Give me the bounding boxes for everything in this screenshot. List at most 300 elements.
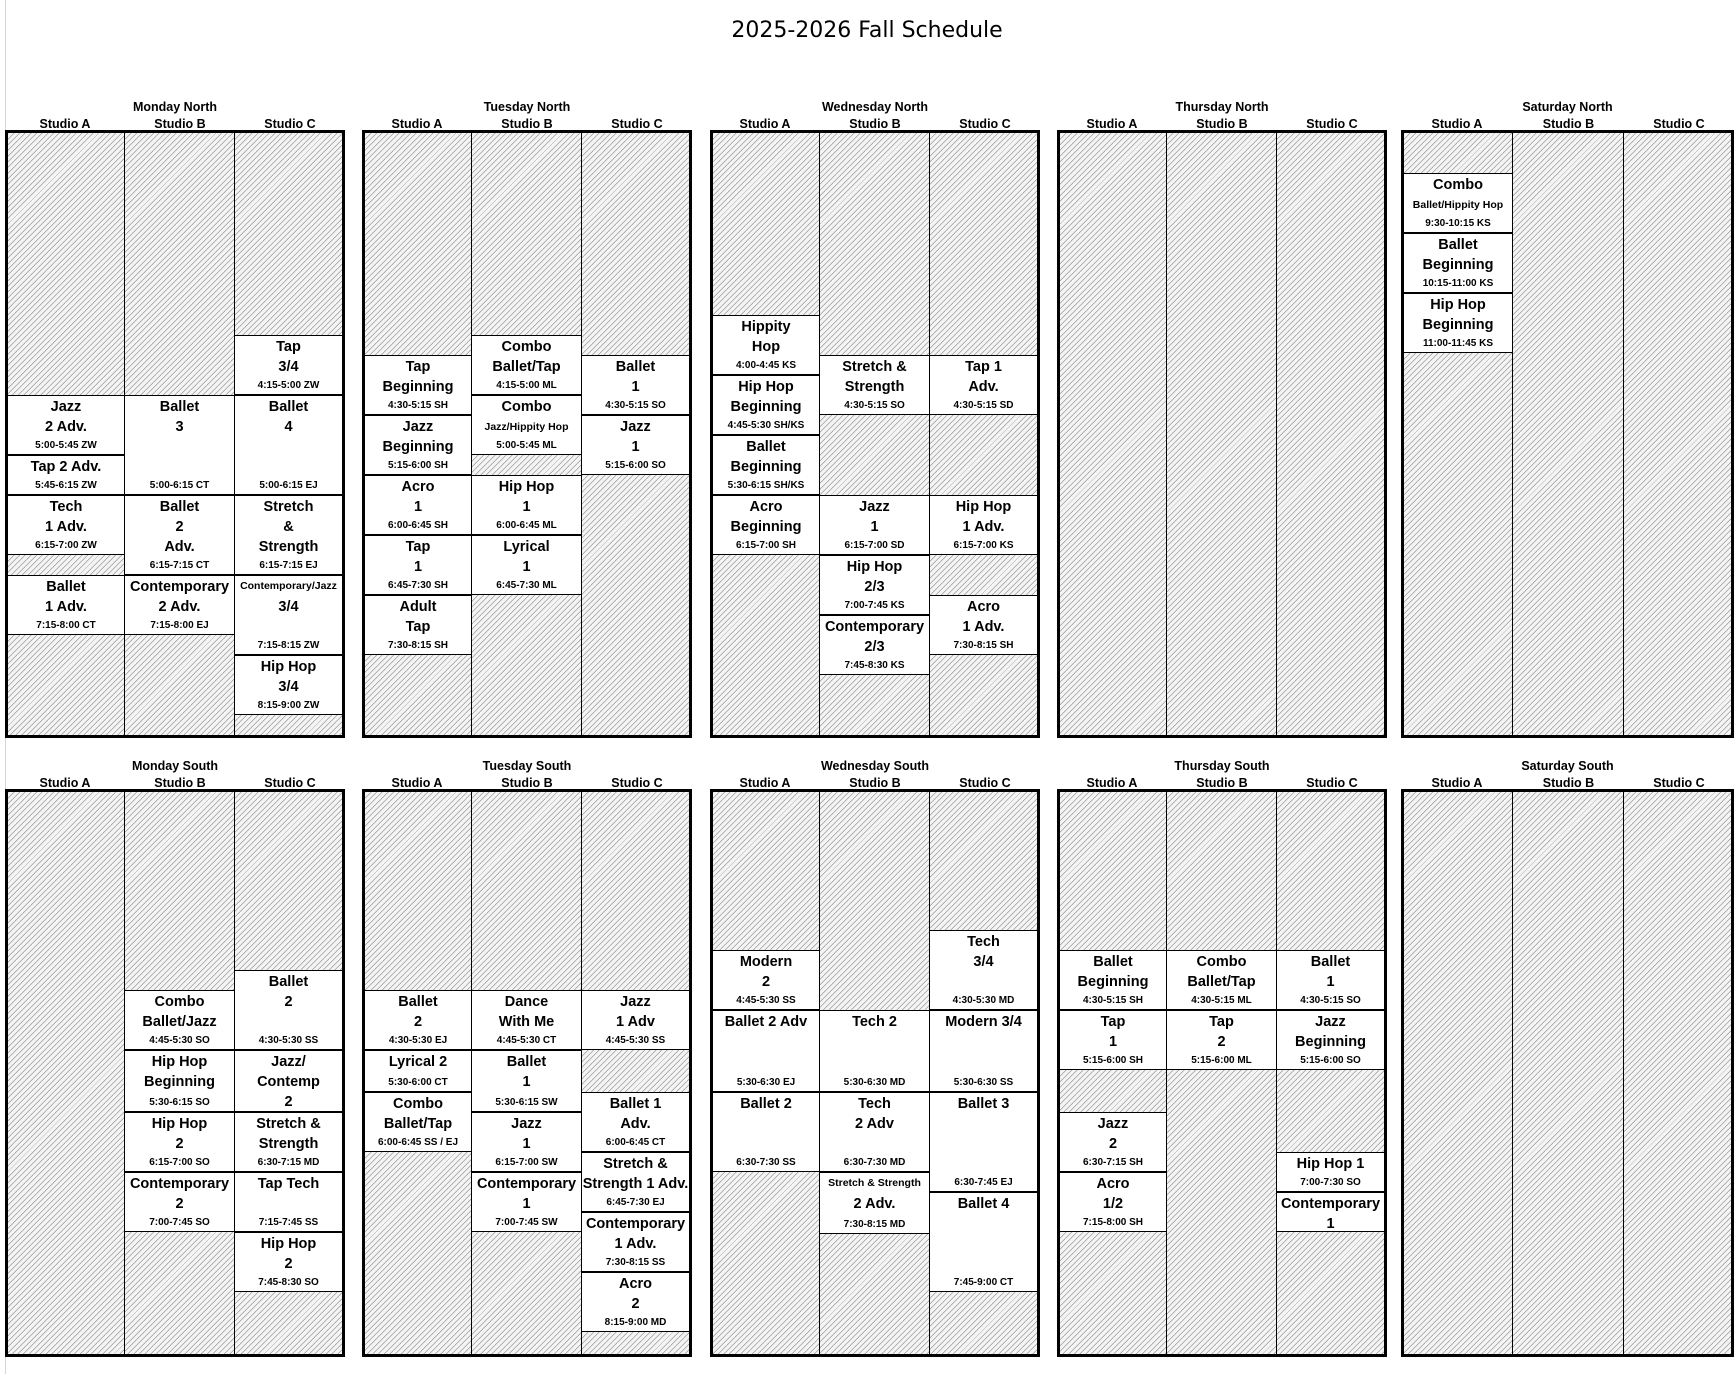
studio-heading: Studio A (1431, 117, 1483, 131)
day-heading: Monday North (132, 100, 218, 114)
class-name: Jazz 1 Adv (616, 994, 655, 1030)
class-cell[interactable] (713, 435, 819, 495)
studio-heading: Studio B (154, 117, 206, 131)
class-name: Contemporary 2 Adv. (129, 579, 230, 615)
class-cell[interactable] (8, 455, 124, 495)
studio-heading: Studio A (391, 117, 443, 131)
class-cell[interactable] (235, 655, 342, 715)
unavailable-slot (365, 655, 471, 735)
class-cell[interactable] (713, 950, 819, 1010)
class-name: Ballet Beginning (1077, 954, 1149, 990)
class-name: Acro Beginning (730, 499, 802, 535)
class-time: 4:45-5:30 SH/KS (727, 420, 805, 431)
class-time: 6:15-7:00 SH (735, 540, 797, 551)
class-time: 8:15-9:00 ZW (257, 700, 320, 711)
class-name: Tap 1 (405, 539, 431, 575)
class-name: Hip Hop Beginning (1422, 297, 1494, 333)
studio-column (1167, 133, 1277, 735)
studio-column (1624, 792, 1734, 1354)
studio-heading: Studio C (264, 776, 316, 790)
class-name: Hip Hop 1 (1296, 1156, 1365, 1172)
class-time: 6:15-7:00 SD (844, 540, 905, 551)
studio-heading: Studio B (849, 776, 901, 790)
class-cell[interactable] (365, 1092, 471, 1152)
unavailable-slot (930, 415, 1037, 495)
unavailable-slot (125, 792, 234, 990)
class-time: 4:30-5:30 EJ (388, 1035, 448, 1046)
class-cell[interactable] (930, 495, 1037, 555)
studio-column (125, 792, 235, 1354)
class-time: 6:30-7:15 SH (1082, 1157, 1144, 1168)
class-cell[interactable] (582, 990, 689, 1050)
class-cell[interactable] (1404, 173, 1512, 233)
class-cell[interactable] (1167, 950, 1276, 1010)
class-time: 5:00-5:45 ZW (35, 440, 97, 451)
class-cell[interactable] (125, 395, 234, 495)
class-name: Contemporary 2/3 (824, 619, 925, 655)
page-title: 2025-2026 Fall Schedule (731, 18, 1003, 43)
class-name: Hip Hop 3/4 (260, 659, 317, 695)
class-time: 5:00-6:15 EJ (259, 480, 318, 491)
class-time: 5:15-6:00 SO (1300, 1055, 1361, 1066)
class-name: Jazz/ Contemp 2 (257, 1054, 320, 1110)
unavailable-slot (472, 1232, 581, 1354)
unavailable-slot (582, 792, 689, 990)
unavailable-slot (930, 1292, 1037, 1354)
unavailable-slot (582, 1332, 689, 1354)
class-cell[interactable] (235, 335, 342, 395)
class-name: Hip Hop 2 (260, 1236, 317, 1272)
class-name: Combo Ballet/Jazz (142, 994, 217, 1030)
studio-heading: Studio B (849, 117, 901, 131)
studio-heading: Studio A (1086, 776, 1138, 790)
class-time: 7:00-7:30 SO (1300, 1177, 1361, 1188)
studio-heading: Studio B (1196, 117, 1248, 131)
class-time: 4:30-5:15 SO (1300, 995, 1361, 1006)
unavailable-slot (1167, 792, 1276, 950)
studio-column (1277, 792, 1387, 1354)
class-cell[interactable] (8, 495, 124, 555)
class-time: 7:15-8:00 SH (1082, 1217, 1144, 1228)
studio-heading: Studio C (1653, 776, 1705, 790)
day-heading: Saturday South (1521, 759, 1614, 773)
class-time: 10:15-11:00 KS (1422, 278, 1494, 289)
studio-column (1624, 133, 1734, 735)
class-time: 4:45-5:30 CT (496, 1035, 557, 1046)
class-time: 6:30-7:15 MD (257, 1157, 320, 1168)
class-time: 5:45-6:15 ZW (35, 480, 97, 491)
class-cell[interactable] (1060, 1010, 1166, 1070)
class-cell[interactable] (1060, 1112, 1166, 1172)
class-name: Hip Hop 2 (151, 1116, 208, 1152)
unavailable-slot (8, 555, 124, 575)
studio-column (1167, 792, 1277, 1354)
class-cell[interactable] (472, 1172, 581, 1232)
class-time: 5:30-6:30 SS (953, 1077, 1014, 1088)
unavailable-slot (8, 792, 124, 1354)
class-name: Combo Ballet/Tap (383, 1096, 453, 1132)
class-time: 5:15-6:00 SH (387, 460, 449, 471)
class-cell[interactable] (1277, 1192, 1384, 1232)
unavailable-slot (125, 1232, 234, 1354)
studio-column (125, 133, 235, 735)
class-cell[interactable] (1404, 233, 1512, 293)
studio-heading: Studio B (501, 776, 553, 790)
class-cell[interactable] (713, 315, 819, 375)
class-cell[interactable] (1404, 293, 1512, 353)
class-time: 6:30-7:45 EJ (954, 1177, 1013, 1188)
class-cell[interactable] (1060, 1172, 1166, 1232)
unavailable-slot (1404, 133, 1512, 173)
class-cell[interactable] (930, 930, 1037, 1010)
class-time: 7:15-8:15 ZW (257, 640, 320, 651)
class-time: 5:15-6:00 SH (1082, 1055, 1144, 1066)
class-name: Acro 1/2 (1096, 1176, 1130, 1212)
class-cell[interactable] (713, 375, 819, 435)
studio-heading: Studio C (1306, 117, 1358, 131)
class-name: Ballet 1 Adv. (609, 1096, 662, 1132)
class-name: Hip Hop Beginning (144, 1054, 215, 1090)
class-name: Tech 1 Adv. (45, 499, 87, 535)
unavailable-slot (1624, 133, 1731, 735)
class-cell[interactable] (713, 495, 819, 555)
studio-column (820, 792, 930, 1354)
studio-column (1401, 133, 1513, 735)
class-cell[interactable] (713, 1092, 819, 1172)
studio-heading: Studio A (739, 776, 791, 790)
class-cell[interactable] (820, 1010, 929, 1092)
class-time: 5:30-6:15 SO (149, 1097, 210, 1108)
studio-column (472, 133, 582, 735)
class-name: Hip Hop 1 (498, 479, 555, 515)
class-name: Ballet Beginning (1422, 237, 1494, 273)
class-subtitle: Jazz/Hippity Hop (484, 421, 569, 433)
studio-column (582, 792, 692, 1354)
unavailable-slot (930, 555, 1037, 595)
class-name: Ballet 2 Adv. (159, 499, 200, 555)
class-time: 11:00-11:45 KS (1422, 338, 1494, 349)
class-cell[interactable] (930, 1092, 1037, 1192)
class-cell[interactable] (1277, 950, 1384, 1010)
class-cell[interactable] (930, 1192, 1037, 1292)
class-cell[interactable] (582, 415, 689, 475)
class-cell[interactable] (365, 475, 471, 535)
class-name: Acro 1 Adv. (962, 599, 1005, 635)
class-cell[interactable] (472, 990, 581, 1050)
class-name: Jazz Beginning (382, 419, 454, 455)
class-time: 6:00-6:45 CT (605, 1137, 666, 1148)
class-name: Stretch & Strength (842, 359, 907, 395)
class-time: 7:00-7:45 SW (495, 1217, 558, 1228)
studio-column (5, 792, 125, 1354)
class-time: 6:00-6:45 ML (496, 520, 557, 531)
studio-heading: Studio B (501, 117, 553, 131)
studio-heading: Studio B (154, 776, 206, 790)
unavailable-slot (1277, 133, 1384, 735)
class-cell[interactable] (235, 575, 342, 655)
class-name: Ballet 2 (268, 974, 309, 1010)
class-time: 4:30-5:30 SS (258, 1035, 319, 1046)
studio-column (235, 792, 345, 1354)
class-time: 6:15-7:00 ZW (35, 540, 97, 551)
class-name: Contemporary 2 (129, 1176, 230, 1212)
block-frame-bottom (362, 1354, 692, 1357)
class-name: Jazz 2 (1097, 1116, 1129, 1152)
class-subtitle: 3/4 (278, 599, 299, 615)
unavailable-slot (582, 475, 689, 735)
class-name: Dance With Me (498, 994, 555, 1030)
class-time: 4:30-5:15 SD (953, 400, 1014, 411)
class-cell[interactable] (930, 595, 1037, 655)
class-time: 6:30-7:30 MD (843, 1157, 906, 1168)
unavailable-slot (472, 595, 581, 735)
class-name: Tap 1 (1100, 1014, 1126, 1050)
class-time: 6:15-7:15 CT (149, 560, 210, 571)
block-frame-bottom (1401, 1354, 1734, 1357)
class-cell[interactable] (125, 1112, 234, 1172)
studio-heading: Studio C (1306, 776, 1358, 790)
class-cell[interactable] (820, 495, 929, 555)
class-name: Contemporary 1 (476, 1176, 577, 1212)
class-cell[interactable] (8, 395, 124, 455)
studio-heading: Studio A (1086, 117, 1138, 131)
class-name: Combo (501, 399, 552, 415)
class-cell[interactable] (365, 355, 471, 415)
class-time: 7:00-7:45 SO (149, 1217, 210, 1228)
class-name: Tap Tech (257, 1176, 320, 1192)
class-name: Modern 2 (739, 954, 793, 990)
class-cell[interactable] (235, 1172, 342, 1232)
unavailable-slot (1513, 792, 1623, 1354)
studio-column (472, 792, 582, 1354)
day-heading: Thursday South (1174, 759, 1270, 773)
class-cell[interactable] (472, 1050, 581, 1112)
class-cell[interactable] (582, 1212, 689, 1272)
class-cell[interactable] (365, 415, 471, 475)
class-time: 4:30-5:15 ML (1191, 995, 1252, 1006)
class-time: 6:00-6:45 SS / EJ (377, 1137, 459, 1148)
unavailable-slot (820, 415, 929, 495)
class-cell[interactable] (125, 495, 234, 575)
studio-heading: Studio C (959, 776, 1011, 790)
class-time: 9:30-10:15 KS (1425, 218, 1491, 229)
class-name: Ballet 1 (615, 359, 656, 395)
studio-heading: Studio B (1196, 776, 1248, 790)
class-name: Tap 3/4 (276, 339, 301, 375)
unavailable-slot (1060, 792, 1166, 950)
class-cell[interactable] (1277, 1010, 1384, 1070)
class-name: Ballet 2 (398, 994, 438, 1030)
class-time: 4:15-5:00 ML (496, 380, 557, 391)
unavailable-slot (713, 1172, 819, 1354)
unavailable-slot (235, 792, 342, 970)
day-heading: Tuesday North (483, 100, 571, 114)
class-name: Tech 2 (852, 1014, 897, 1030)
class-name: Ballet 2 (740, 1096, 792, 1112)
class-name: Lyrical 2 (388, 1054, 448, 1070)
class-cell[interactable] (235, 395, 342, 495)
class-cell[interactable] (820, 615, 929, 675)
unavailable-slot (365, 133, 471, 355)
class-name: Hip Hop 2/3 (846, 559, 903, 595)
unavailable-slot (472, 455, 581, 475)
class-cell[interactable] (820, 355, 929, 415)
class-cell[interactable] (365, 595, 471, 655)
class-cell[interactable] (365, 535, 471, 595)
class-cell[interactable] (582, 1092, 689, 1152)
class-name: Ballet 3 (159, 399, 200, 435)
studio-column (1513, 133, 1624, 735)
unavailable-slot (8, 133, 124, 395)
studio-heading: Studio C (264, 117, 316, 131)
class-cell[interactable] (582, 355, 689, 415)
studio-column (5, 133, 125, 735)
class-cell[interactable] (235, 970, 342, 1050)
class-time: 6:30-7:30 SS (736, 1157, 796, 1168)
unavailable-slot (235, 133, 342, 335)
class-time: 4:15-5:00 ZW (257, 380, 320, 391)
unavailable-slot (1167, 1070, 1276, 1354)
class-cell[interactable] (125, 1050, 234, 1112)
unavailable-slot (1277, 792, 1384, 950)
class-name: Ballet 1 Adv. (45, 579, 87, 615)
unavailable-slot (472, 133, 581, 335)
day-heading: Monday South (131, 759, 219, 773)
class-time: 6:00-6:45 SH (387, 520, 449, 531)
class-name: Tap Beginning (382, 359, 454, 395)
class-name: Stretch & Strength (828, 1177, 921, 1189)
class-name: Combo Ballet/Tap (1187, 954, 1256, 990)
class-time: 6:45-7:30 ML (496, 580, 557, 591)
class-cell[interactable] (820, 1172, 929, 1234)
class-time: 4:00-4:45 KS (735, 360, 797, 371)
class-name: Ballet Beginning (730, 439, 802, 475)
class-cell[interactable] (8, 575, 124, 635)
class-cell[interactable] (365, 1050, 471, 1092)
block-frame-bottom (5, 735, 345, 738)
class-cell[interactable] (820, 555, 929, 615)
class-name: Stretch & Strength (258, 499, 319, 555)
class-name: Ballet 4 (957, 1196, 1010, 1212)
studio-heading: Studio B (1542, 117, 1595, 131)
class-cell[interactable] (235, 1112, 342, 1172)
unavailable-slot (930, 792, 1037, 930)
unavailable-slot (820, 133, 929, 355)
class-time: 4:45-5:30 SS (736, 995, 796, 1006)
unavailable-slot (1404, 792, 1512, 1354)
studio-column (710, 133, 820, 735)
class-time: 5:15-6:00 SO (605, 460, 666, 471)
studio-column (1401, 792, 1513, 1354)
class-time: 5:30-6:30 MD (843, 1077, 906, 1088)
class-time: 7:30-8:15 SH (953, 640, 1014, 651)
class-name: Contemporary 1 (1280, 1196, 1381, 1232)
block-frame-bottom (1057, 1354, 1387, 1357)
class-name: Jazz 1 (620, 419, 651, 455)
class-name: Tech 3/4 (967, 934, 1000, 970)
block-frame-bottom (362, 735, 692, 738)
class-cell[interactable] (365, 990, 471, 1050)
class-time: 5:00-6:15 CT (149, 480, 210, 491)
class-cell[interactable] (1277, 1152, 1384, 1192)
class-cell[interactable] (235, 1050, 342, 1112)
class-cell[interactable] (582, 1152, 689, 1212)
class-name: Acro 1 (401, 479, 435, 515)
class-time: 5:00-5:45 ML (496, 440, 557, 451)
unavailable-slot (235, 715, 342, 735)
class-cell[interactable] (930, 1010, 1037, 1092)
class-cell[interactable] (582, 1272, 689, 1332)
studio-heading: Studio C (611, 117, 663, 131)
class-name: Tap 2 (1209, 1014, 1234, 1050)
class-subtitle: 2 Adv. (853, 1196, 896, 1212)
unavailable-slot (1060, 1070, 1166, 1112)
class-cell[interactable] (820, 1092, 929, 1172)
studio-column (362, 792, 472, 1354)
class-cell[interactable] (930, 355, 1037, 415)
studio-column (1057, 133, 1167, 735)
studio-heading: Studio C (959, 117, 1011, 131)
class-time: 6:45-7:30 EJ (606, 1197, 665, 1208)
class-cell[interactable] (125, 575, 234, 635)
unavailable-slot (713, 555, 819, 735)
studio-column (1513, 792, 1624, 1354)
class-cell[interactable] (472, 1112, 581, 1172)
class-cell[interactable] (472, 335, 581, 395)
class-cell[interactable] (235, 1232, 342, 1292)
class-name: Ballet 1 (1310, 954, 1351, 990)
class-cell[interactable] (713, 1010, 819, 1092)
studio-column (1277, 133, 1387, 735)
class-name: Stretch & Strength 1 Adv. (582, 1156, 689, 1192)
day-heading: Thursday North (1175, 100, 1269, 114)
class-cell[interactable] (1167, 1010, 1276, 1070)
class-cell[interactable] (1060, 950, 1166, 1010)
class-name: Hip Hop 1 Adv. (955, 499, 1012, 535)
unavailable-slot (930, 133, 1037, 355)
class-cell[interactable] (472, 395, 581, 455)
class-name: Stretch & Strength (256, 1116, 321, 1152)
class-time: 7:15-8:00 CT (36, 620, 96, 631)
class-time: 6:15-7:15 EJ (259, 560, 318, 571)
class-cell[interactable] (472, 475, 581, 535)
day-heading: Wednesday North (821, 100, 929, 114)
unavailable-slot (930, 655, 1037, 735)
class-cell[interactable] (125, 990, 234, 1050)
class-name: Combo Ballet/Tap (492, 339, 561, 375)
unavailable-slot (1624, 792, 1731, 1354)
class-name: Ballet 4 (268, 399, 309, 435)
class-time: 4:30-5:15 SO (844, 400, 905, 411)
class-time: 6:15-7:00 KS (953, 540, 1014, 551)
studio-column (1057, 792, 1167, 1354)
class-name: Jazz 2 Adv. (45, 399, 87, 435)
block-frame-bottom (1401, 735, 1734, 738)
studio-column (710, 792, 820, 1354)
class-name: Modern 3/4 (945, 1014, 1022, 1030)
class-cell[interactable] (125, 1172, 234, 1232)
day-heading: Saturday North (1522, 100, 1613, 114)
unavailable-slot (713, 133, 819, 315)
unavailable-slot (1060, 133, 1166, 735)
unavailable-slot (582, 1050, 689, 1092)
class-cell[interactable] (235, 495, 342, 575)
studio-heading: Studio A (739, 117, 791, 131)
class-name: Ballet 3 (957, 1096, 1010, 1112)
unavailable-slot (1404, 353, 1512, 735)
class-cell[interactable] (472, 535, 581, 595)
block-frame-bottom (1057, 735, 1387, 738)
